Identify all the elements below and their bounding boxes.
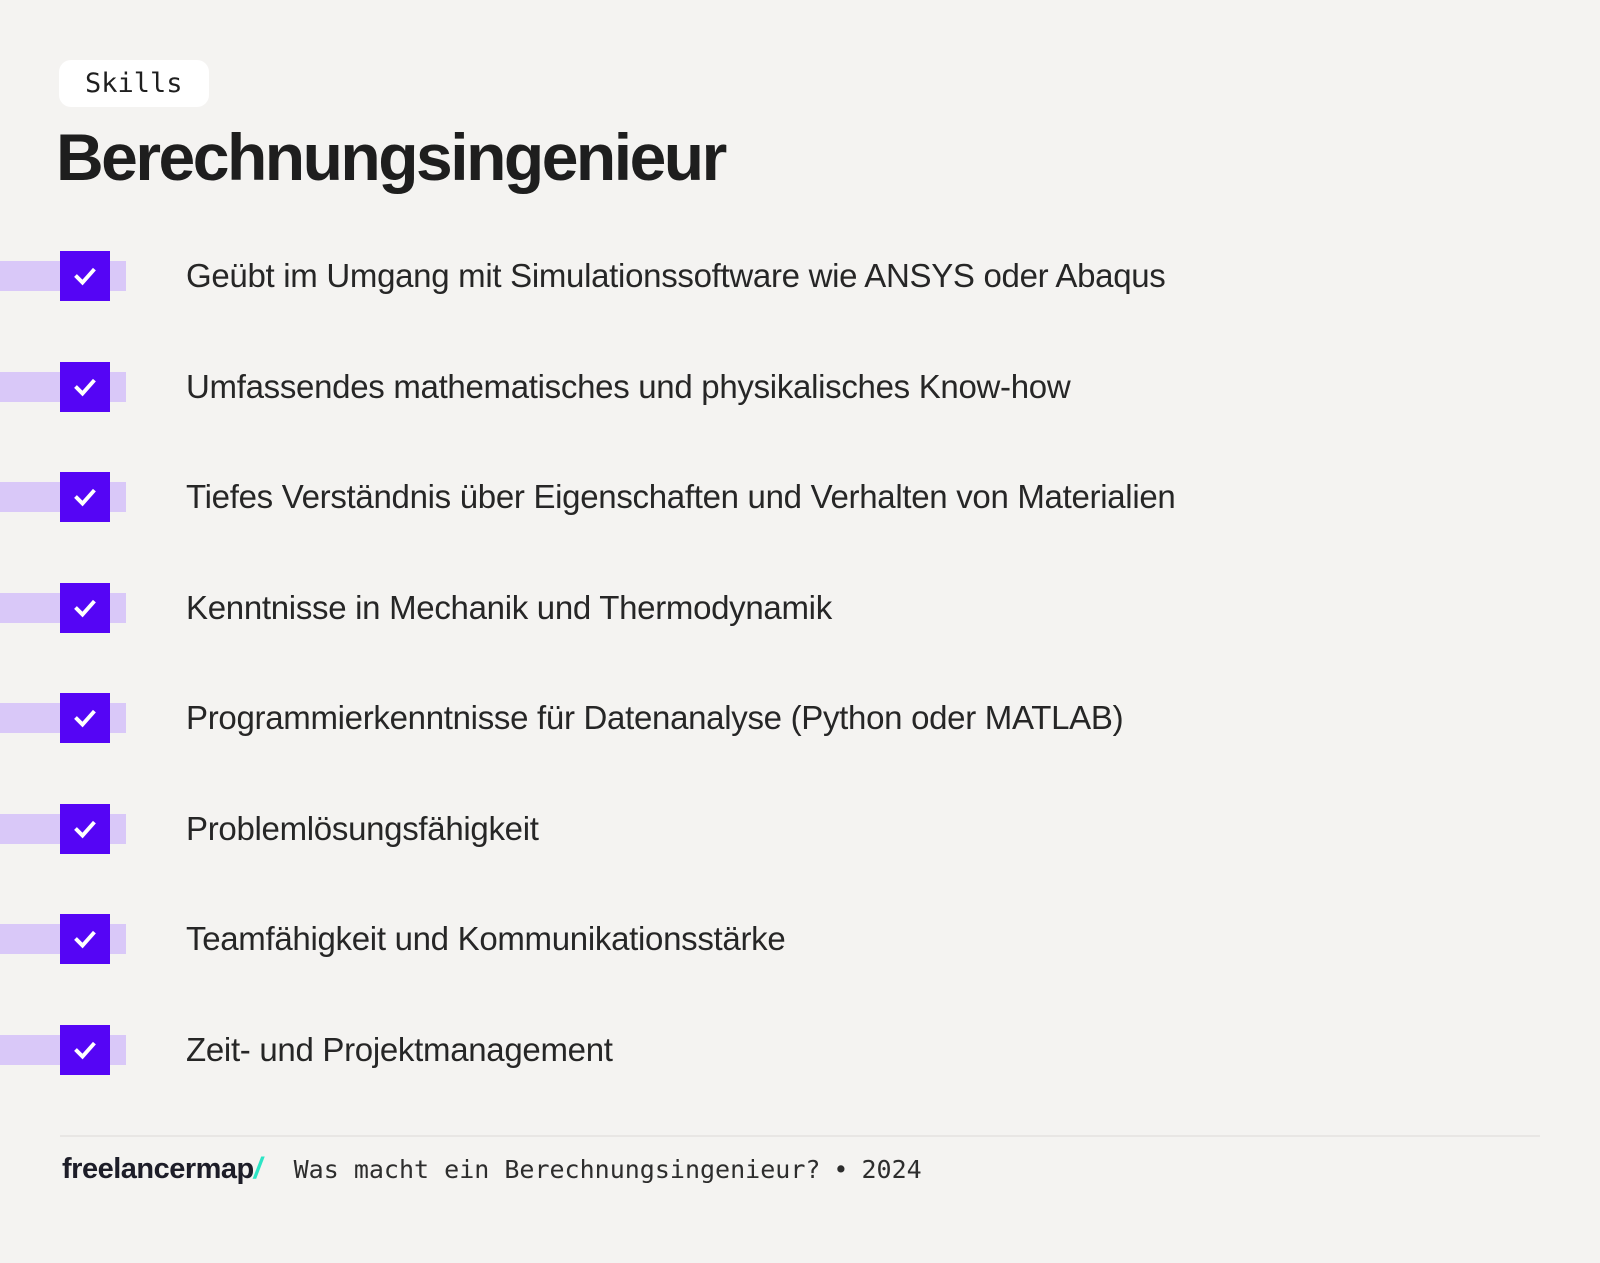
checkmark-icon xyxy=(72,705,98,731)
skill-row xyxy=(0,663,1600,774)
skill-row xyxy=(0,221,1600,332)
skill-label: Kenntnisse in Mechanik und Thermodynamik xyxy=(186,588,832,626)
skill-row xyxy=(0,774,1600,885)
page-title: Berechnungsingenieur xyxy=(56,120,725,194)
skill-list xyxy=(0,221,1600,1105)
footer xyxy=(62,1152,922,1186)
footer-separator: • xyxy=(833,1155,849,1184)
brand-slash-icon: / xyxy=(253,1152,262,1185)
skill-label: Teamfähigkeit und Kommunikationsstärke xyxy=(186,920,786,958)
brand-name: freelancermap xyxy=(62,1153,254,1185)
footer-caption: Was macht ein Berechnungsingenieur? xyxy=(293,1155,821,1184)
skill-label: Zeit- und Projektmanagement xyxy=(186,1030,613,1068)
skill-row xyxy=(0,884,1600,995)
checked-checkbox xyxy=(60,1025,110,1075)
checked-checkbox xyxy=(60,362,110,412)
footer-divider xyxy=(60,1135,1540,1137)
checked-checkbox xyxy=(60,804,110,854)
skill-row xyxy=(0,442,1600,553)
checkmark-icon xyxy=(72,484,98,510)
checked-checkbox xyxy=(60,583,110,633)
skills-badge-label: Skills xyxy=(85,68,183,99)
checked-checkbox xyxy=(60,472,110,522)
skill-label: Umfassendes mathematisches und physikalisches Know-how xyxy=(186,367,1071,405)
skill-row xyxy=(0,995,1600,1106)
checkmark-icon xyxy=(72,263,98,289)
checkmark-icon xyxy=(72,595,98,621)
skills-badge xyxy=(59,60,209,107)
checkmark-icon xyxy=(72,374,98,400)
skill-label: Programmierkenntnisse für Datenanalyse (Python oder MATLAB) xyxy=(186,699,1124,737)
checked-checkbox xyxy=(60,693,110,743)
checkmark-icon xyxy=(72,926,98,952)
checkmark-icon xyxy=(72,816,98,842)
skill-row xyxy=(0,553,1600,664)
skill-row xyxy=(0,332,1600,443)
skill-label: Geübt im Umgang mit Simulationssoftware wie ANSYS oder Abaqus xyxy=(186,257,1166,295)
checked-checkbox xyxy=(60,914,110,964)
checkmark-icon xyxy=(72,1037,98,1063)
checked-checkbox xyxy=(60,251,110,301)
footer-year: 2024 xyxy=(861,1155,922,1184)
skill-label: Tiefes Verständnis über Eigenschaften und Verhalten von Materialien xyxy=(186,478,1176,516)
freelancermap-logo xyxy=(62,1152,262,1186)
skill-label: Problemlösungsfähigkeit xyxy=(186,809,539,847)
